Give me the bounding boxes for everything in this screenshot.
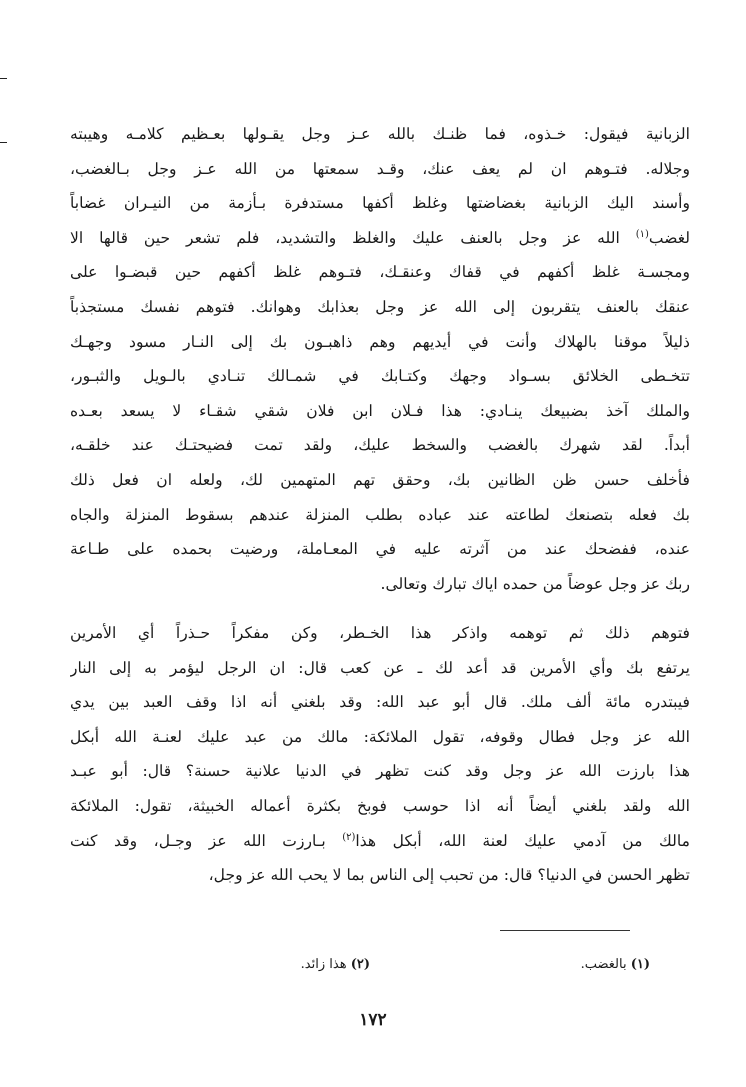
text-line: فتوهم ذلك ثم توهمه واذكر هذا الخـطر، وكن مفكراً حـذراً أي الأمرين (70, 624, 690, 642)
text-line: ذليلاً موقنا بالهلاك وأنت في أيديهم وهم ذاهبـون بك إلى النـار مسود وجهـك (70, 332, 690, 351)
footnote-text: بالغضب. (580, 957, 631, 972)
footnote-separator (500, 930, 630, 931)
footnote-ref-1: (١) (635, 228, 649, 240)
scan-edge-mark (0, 78, 7, 79)
text-line: الزبانية فيقول: خـذوه، فما ظنـك بالله عـز وجل يقـولها بعـظيم كلامـه وهيبته (70, 125, 690, 143)
footnote-text: هذا زائد. (300, 957, 351, 972)
text-segment: لغضب (648, 228, 690, 247)
text-line-with-footnote (70, 824, 690, 859)
paragraph-1 (70, 117, 690, 601)
text-line: الله ولقد بلغني أيضاً أنه اذا حوسب فوبخ بكثرة أعماله الخبيثة، تقول: الملائكة (70, 796, 690, 815)
text-line: بك فعله بتصنعك لطاعته عند عباده بطلب المنزلة عندهم بسقوط المنزلة والجاه (70, 505, 690, 524)
scan-edge-mark (0, 142, 7, 143)
text-line: عنده، ففضحك عند من آثرته عليه في المعـاملة، ورضيت بحمده على طـاعة (70, 540, 690, 559)
text-line: ربك عز وجل عوضاً من حمده اياك تبارك وتعالى. (380, 574, 690, 593)
text-line: ومجسـة غلظ أكفهم في قفاك وعنقـك، فتـوهم غلظ أكفهم حين قبضـوا على (70, 263, 690, 282)
text-line: أبداً. لقد شهرك بالغضب والسخط عليك، ولقد تمت فضيحتـك عند خلقـه، (70, 436, 690, 455)
footnote-1 (581, 957, 650, 972)
text-line: عنقك بالعنف يتقربون إلى الله عز وجل بعذابك وهوانك. فتوهم نفسك مستجذباً (70, 297, 690, 316)
text-line: تتخـطى الخلائق بسـواد وجهك وكتـابك في شمـالك تنـادي بالـويل والثبـور، (70, 367, 690, 386)
text-line: فيبتدره مائة ألف ملك. قال أبو عبد الله: وقد بلغني أنه اذا وقف العبد بين يدي (70, 693, 690, 712)
footnote-2 (301, 957, 370, 972)
text-line: هذا بارزت الله عز وجل وقد كنت تظهر في الدنيا علانية حسنة؟ قال: أبو عبـد (70, 762, 690, 781)
footnote-marker: (٢) (350, 957, 370, 972)
footnotes (70, 957, 650, 983)
text-line: وجلاله. فتـوهم ان لم يعف عنك، وقـد سمعتها من الله عـز وجل بـالغضب، (70, 159, 690, 178)
text-line: الله عز وجل فطال وقوفه، تقول الملائكة: مالك من عبد عليك لعنـة الله أبكل (70, 727, 690, 746)
text-line: والملك آخذ بضبيعك ينـادي: هذا فـلان ابن فلان شقي شقـاء لا يسعد بعـده (70, 401, 690, 420)
text-segment: بـارزت الله عز وجـل، وقد كنت (70, 831, 343, 850)
paragraph-2 (70, 616, 690, 893)
page-number: ١٧٢ (359, 1010, 387, 1030)
text-segment: الله عز وجل بالعنف عليك والغلظ والتشديد، فلم تشعر حين قالها الا (70, 228, 636, 247)
footnote-ref-2: (٢) (342, 831, 356, 843)
text-line: يرتفع بك وأي الأمرين قد أعد لك ـ عن كعب قال: ان الرجل ليؤمر به إلى النار (70, 658, 690, 677)
text-line: وأسند اليك الزبانية بغضاضتها وغلظ أكفها مستدفرة بـأزمة من النيـران غضاباً (70, 194, 690, 213)
text-line: تظهر الحسن في الدنيا؟ قال: من تحبب إلى الناس بما لا يحب الله عز وجل، (208, 866, 690, 885)
text-line-with-footnote (70, 221, 690, 256)
text-line: فأخلف حسن ظن الظانين بك، وحقق تهم المتهمين لك، ولعله ان فعل ذلك (70, 470, 690, 489)
footnote-marker: (١) (630, 957, 650, 972)
text-segment: مالك من آدمي عليك لعنة الله، أبكل هذا (355, 831, 690, 850)
